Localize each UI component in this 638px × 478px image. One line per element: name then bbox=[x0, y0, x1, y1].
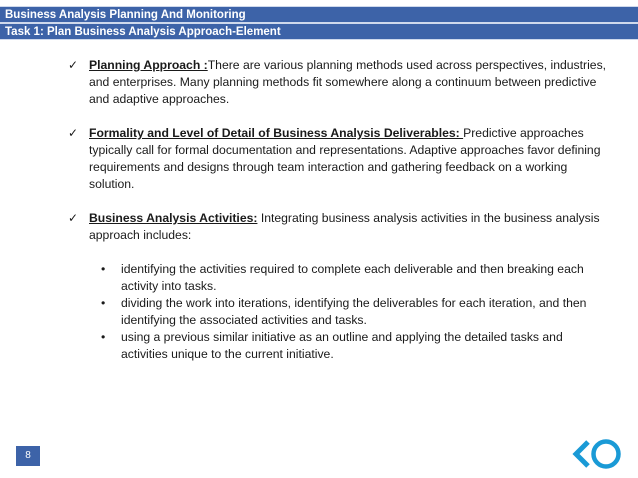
list-item bbox=[89, 295, 608, 329]
ko-logo-icon bbox=[572, 436, 624, 472]
checkmark-icon: ✓ bbox=[68, 211, 79, 225]
checkmark-icon: ✓ bbox=[68, 58, 79, 72]
point-planning-approach bbox=[68, 57, 608, 108]
point-lead: Formality and Level of Detail of Business Analysis Deliverables: bbox=[89, 126, 464, 140]
point-text: Predictive approaches typically call for formal documentation and representations. Adaptive approaches favor defining requirements and designs through team interaction and gathering feedback on a working solution. bbox=[89, 126, 601, 191]
checkmark-icon: ✓ bbox=[68, 126, 79, 140]
list-item bbox=[89, 261, 608, 295]
list-item-text: identifying the activities required to complete each deliverable and then breaking each activity into tasks. bbox=[121, 262, 584, 293]
point-lead: Planning Approach : bbox=[89, 58, 208, 72]
slide-content bbox=[68, 57, 608, 380]
task-title: Task 1: Plan Business Analysis Approach-Element bbox=[0, 23, 638, 40]
section-title: Business Analysis Planning And Monitoring bbox=[0, 6, 638, 23]
point-lead: Business Analysis Activities: bbox=[89, 211, 258, 225]
list-item-text: dividing the work into iterations, identifying the deliverables for each iteration, and then identifying the associated activities and tasks. bbox=[121, 296, 587, 327]
activity-list bbox=[89, 261, 608, 363]
list-item-text: using a previous similar initiative as an outline and applying the detailed tasks and activities unique to the current initiative. bbox=[121, 330, 563, 361]
bullet-icon: • bbox=[101, 330, 106, 344]
point-text: Integrating business analysis activities in the business analysis approach includes: bbox=[89, 211, 600, 242]
point-formality bbox=[68, 125, 608, 193]
list-item bbox=[89, 329, 608, 363]
bullet-icon: • bbox=[101, 262, 106, 276]
bullet-icon: • bbox=[101, 296, 106, 310]
page-number: 8 bbox=[16, 446, 40, 466]
point-text: There are various planning methods used across perspectives, industries, and enterprises. Many planning methods fit somewhere along a continuum between predictive and adaptive approaches. bbox=[89, 58, 607, 106]
point-activities bbox=[68, 210, 608, 363]
